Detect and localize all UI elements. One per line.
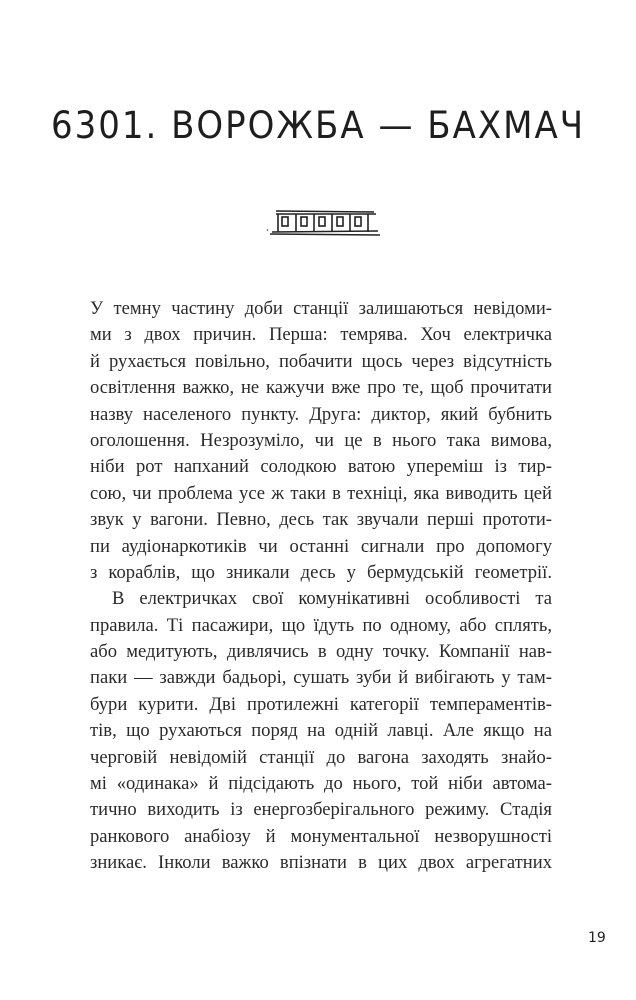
text-line: зникає. Інколи важко впізнати в цих двох агрегатних [90, 852, 552, 874]
text-line: тично виходить із енергозберігального режиму. Стадія [90, 799, 552, 821]
text-line: ранкового анабіозу й монументальної незворушності [90, 825, 552, 847]
text-line: звук у вагони. Певно, десь так звучали перші прототи- [90, 509, 552, 531]
paragraph-1 [90, 296, 552, 586]
text-line: ми з двох причин. Перша: темрява. Хоч електричка [90, 324, 552, 346]
body-text [90, 296, 552, 877]
text-line: У темну частину доби станції залишаються невідоми- [90, 298, 552, 319]
text-line: правила. Ті пасажири, що їдуть по одному, або сплять, [90, 614, 552, 636]
text-line: тів, що рухаються поряд на одній лавці. Але якщо на [90, 720, 552, 742]
text-line: освітлення важко, не кажучи вже про те, щоб прочитати [90, 377, 552, 399]
text-line: оголошення. Незрозуміло, чи це в нього така вимова, [90, 429, 552, 451]
paragraph-2 [90, 586, 552, 876]
text-line: пи аудіонаркотиків чи останні сигнали про допомогу [90, 535, 552, 557]
text-line: мі «одинака» й підсідають до нього, той ніби автома- [90, 773, 552, 795]
text-line: й рухається повільно, побачити щось через відсутність [90, 350, 552, 372]
text-line: бури курити. Дві протилежні категорії темпераментів- [90, 693, 552, 715]
text-line: черговій невідомій станції до вагона заходять знайо- [90, 746, 552, 768]
page-number: 19 [588, 930, 606, 946]
text-line: сою, чи проблема усе ж таки в техніці, яка виводить цей [90, 482, 552, 504]
text-line: ніби рот напханий солодкою ватою упереміш із тир- [90, 456, 552, 478]
text-line: паки — завжди бадьорі, сушать зуби й вибігають у там- [90, 667, 552, 689]
train-illustration [266, 205, 386, 239]
text-line: назву населеного пункту. Друга: диктор, який бубнить [90, 403, 552, 425]
chapter-title: 6301. ВОРОЖБА — БАХМАЧ [50, 104, 586, 148]
text-line: або медитують, дивлячись в одну точку. Компанії нав- [90, 641, 552, 663]
text-line: В електричках свої комунікативні особливості та [112, 588, 552, 610]
text-line: з кораблів, що зникали десь у бермудській геометрії. [90, 561, 552, 583]
